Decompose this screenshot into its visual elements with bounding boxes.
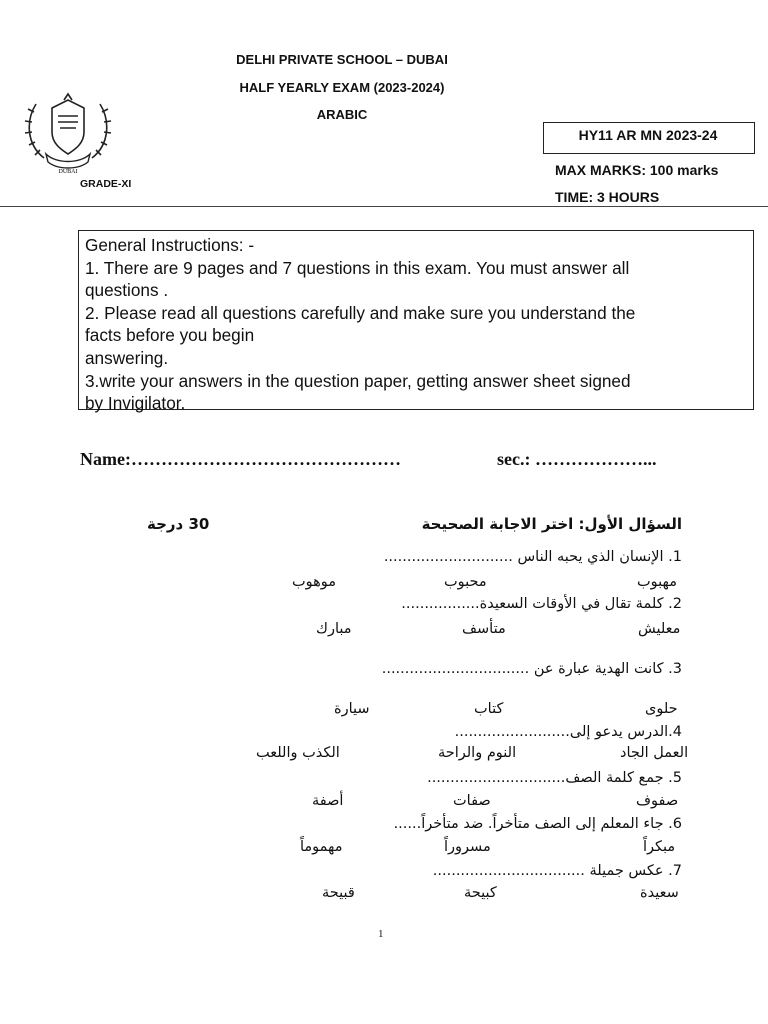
q7-option-2[interactable]: كبيحة	[464, 885, 497, 901]
instruction-line: answering.	[85, 347, 169, 368]
name-field[interactable]: Name:………………………………………	[80, 449, 401, 469]
instruction-line: 1. There are 9 pages and 7 questions in this exam. You must answer all	[85, 257, 630, 278]
instruction-line: General Instructions: -	[85, 235, 255, 255]
section-marks: 30 درجة	[147, 515, 210, 533]
exam-title: HALF YEARLY EXAM (2023-2024)	[239, 80, 445, 95]
question-7: 7. عكس جميلة .................................	[432, 863, 682, 879]
general-instructions	[78, 230, 754, 414]
q2-option-3[interactable]: مبارك	[316, 621, 352, 637]
instruction-line: questions .	[85, 280, 169, 301]
header-divider	[0, 206, 768, 207]
question-5: 5. جمع كلمة الصف..............................	[427, 770, 682, 786]
q6-option-2[interactable]: مسروراً	[444, 839, 491, 855]
question-1: 1. الإنسان الذي يحبه الناس ............................	[383, 549, 682, 565]
q1-option-1[interactable]: مهبوب	[637, 574, 677, 590]
paper-code: HY11 AR MN 2023-24	[578, 127, 718, 143]
school-name: DELHI PRIVATE SCHOOL – DUBAI	[236, 52, 448, 67]
subject-name: ARABIC	[316, 107, 368, 122]
q6-option-3[interactable]: مهموماً	[300, 839, 343, 855]
q4-option-3[interactable]: الكذب واللعب	[256, 745, 340, 761]
instruction-line: 2. Please read all questions carefully and make sure you understand the	[85, 302, 636, 323]
q5-option-3[interactable]: أصفة	[312, 793, 344, 809]
question-6: 6. جاء المعلم إلى الصف متأخراً. ضد متأخراً......	[393, 816, 682, 832]
q3-option-2[interactable]: كتاب	[474, 701, 504, 717]
max-marks: MAX MARKS: 100 marks	[555, 162, 719, 178]
page-number: 1	[378, 928, 384, 940]
q1-option-3[interactable]: موهوب	[292, 574, 337, 590]
q7-option-3[interactable]: قبيحة	[322, 885, 355, 901]
exam-time: TIME: 3 HOURS	[555, 189, 660, 205]
q4-option-2[interactable]: النوم والراحة	[438, 745, 517, 761]
q7-option-1[interactable]: سعيدة	[640, 885, 679, 901]
school-crest-icon	[22, 92, 114, 174]
grade-label: GRADE-XI	[80, 178, 132, 190]
question-2: 2. كلمة تقال في الأوقات السعيدة.................	[401, 596, 682, 612]
q2-option-2[interactable]: متأسف	[462, 621, 506, 637]
instruction-line: by Invigilator.	[85, 393, 186, 414]
q5-option-1[interactable]: صفوف	[636, 793, 679, 809]
q6-option-1[interactable]: مبكراً	[643, 839, 676, 855]
q5-option-2[interactable]: صفات	[453, 793, 491, 809]
section-field[interactable]: sec.: ………………...	[497, 449, 657, 469]
q3-option-3[interactable]: سيارة	[334, 701, 370, 717]
logo-caption: DUBAI	[58, 169, 78, 174]
q2-option-1[interactable]: معليش	[638, 621, 681, 637]
section-title: السؤال الأول: اختر الاجابة الصحيحة	[421, 515, 682, 533]
instruction-line: 3.write your answers in the question paper, getting answer sheet signed	[85, 370, 631, 391]
instruction-line: facts before you begin	[85, 325, 255, 346]
question-4: 4.الدرس يدعو إلى.........................	[454, 724, 682, 740]
q4-option-1[interactable]: العمل الجاد	[620, 745, 689, 761]
question-3: 3. كانت الهدية عبارة عن ................................	[381, 661, 682, 677]
q1-option-2[interactable]: محبوب	[444, 574, 487, 590]
q3-option-1[interactable]: حلوى	[645, 701, 678, 717]
